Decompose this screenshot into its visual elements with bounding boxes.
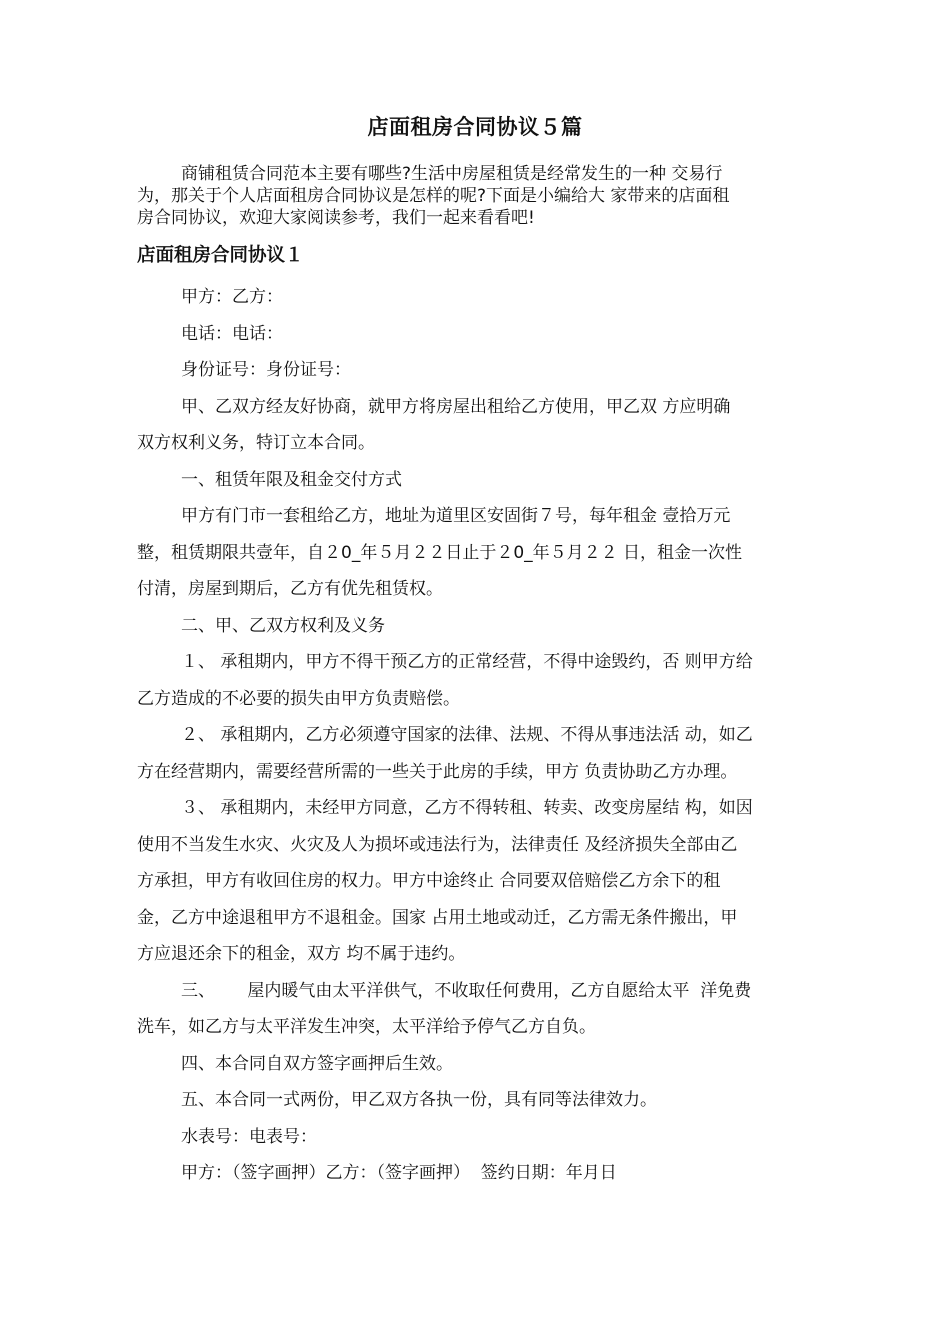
text-line: ３、 承租期内，未经甲方同意，乙方不得转租、转卖、改变房屋结 构，如因 bbox=[181, 798, 753, 818]
text-line: 乙方造成的不必要的损失由甲方负责赔偿。 bbox=[137, 688, 460, 709]
id-number-line bbox=[137, 352, 827, 389]
meter-numbers-line bbox=[137, 1119, 827, 1156]
text-line: 洗车，如乙方与太平洋发生冲突，太平洋给予停气乙方自负。 bbox=[137, 1017, 596, 1037]
signature-line bbox=[137, 1155, 827, 1192]
text-line: 方在经营期内，需要经营所需的一些关于此房的手续，甲方 负责协助乙方办理。 bbox=[137, 761, 738, 782]
clause-2-paragraph bbox=[137, 717, 827, 790]
text-line: 整，租赁期限共壹年，自２0_年５月２２日止于２0_年５月２２ 日，租金一次性 bbox=[137, 542, 743, 563]
text-line: 电话：电话： bbox=[181, 323, 283, 344]
lease-terms-paragraph bbox=[137, 498, 827, 608]
text-line: 二、甲、乙双方权利及义务 bbox=[181, 615, 385, 636]
phone-line bbox=[137, 316, 827, 353]
intro-line: 商铺租赁合同范本主要有哪些?生活中房屋租赁是经常发生的一种 交易行 bbox=[181, 164, 723, 184]
copies-clause bbox=[137, 1082, 827, 1119]
text-line: 甲方有门市一套租给乙方，地址为道里区安固街７号，每年租金 壹拾万元 bbox=[181, 506, 731, 526]
text-line: ２、 承租期内，乙方必须遵守国家的法律、法规、不得从事违法活 动，如乙 bbox=[181, 725, 753, 745]
intro-paragraph bbox=[137, 163, 827, 229]
preamble-paragraph bbox=[137, 389, 827, 462]
text-line: 四、本合同自双方签字画押后生效。 bbox=[181, 1053, 453, 1074]
text-line: 双方权利义务，特订立本合同。 bbox=[137, 433, 375, 453]
intro-line: 房合同协议，欢迎大家阅读参考，我们一起来看看吧! bbox=[137, 208, 535, 228]
text-line: 甲方：乙方： bbox=[181, 287, 283, 307]
text-line: 身份证号：身份证号： bbox=[181, 360, 351, 380]
clause-1-paragraph bbox=[137, 644, 827, 717]
text-line: 方承担，甲方有收回住房的权力。甲方中途终止 合同要双倍赔偿乙方余下的租 bbox=[137, 871, 721, 891]
text-line: 水表号：电表号： bbox=[181, 1126, 317, 1147]
text-line: 金，乙方中途退租甲方不退租金。国家 占用土地或动迁，乙方需无条件搬出，甲 bbox=[137, 907, 738, 928]
intro-line: 为，那关于个人店面租房合同协议是怎样的呢?下面是小编给大 家带来的店面租 bbox=[137, 186, 730, 206]
text-line: 甲、乙双方经友好协商，就甲方将房屋出租给乙方使用，甲乙双 方应明确 bbox=[181, 396, 731, 417]
text-line: 甲方：（签字画押）乙方：（签字画押） 签约日期：年月日 bbox=[181, 1163, 617, 1183]
text-line: 五、本合同一式两份，甲乙双方各执一份，具有同等法律效力。 bbox=[181, 1090, 657, 1110]
text-line: 方应退还余下的租金，双方 均不属于违约。 bbox=[137, 944, 466, 964]
contract-body bbox=[137, 279, 827, 1192]
heating-clause-paragraph bbox=[137, 973, 827, 1046]
document-title: 店面租房合同协议５篇 bbox=[367, 115, 583, 140]
clause-3-paragraph bbox=[137, 790, 827, 973]
party-names-line bbox=[137, 279, 827, 316]
effective-clause bbox=[137, 1046, 827, 1083]
text-line: １、 承租期内，甲方不得干预乙方的正常经营，不得中途毁约，否 则甲方给 bbox=[181, 652, 753, 672]
text-line: 付清，房屋到期后，乙方有优先租赁权。 bbox=[137, 579, 443, 599]
section-heading: 店面租房合同协议１ bbox=[137, 245, 304, 266]
text-line: 一、租赁年限及租金交付方式 bbox=[181, 469, 402, 490]
text-line: 三、 屋内暖气由太平洋供气，不收取任何费用，乙方自愿给太平 洋免费 bbox=[181, 980, 752, 1001]
text-line: 使用不当发生水灾、火灾及人为损坏或违法行为，法律责任 及经济损失全部由乙 bbox=[137, 834, 738, 855]
clause-heading bbox=[137, 608, 827, 645]
clause-heading bbox=[137, 462, 827, 499]
